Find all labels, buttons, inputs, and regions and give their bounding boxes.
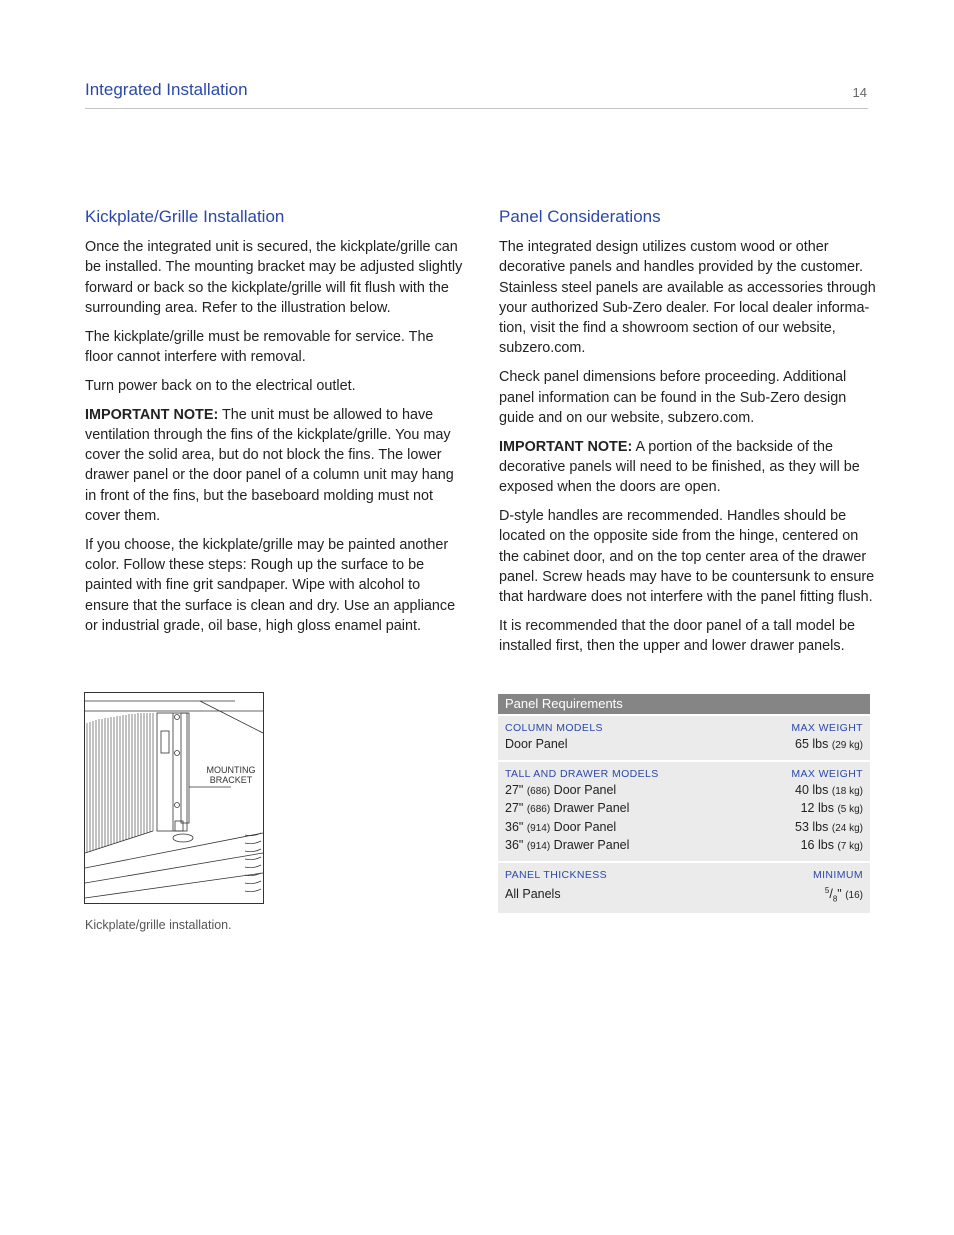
panel-thickness-group [498, 861, 870, 913]
weight-kg: (7 kg) [837, 841, 863, 852]
panel-thickness-caption: PANEL THICKNESS [505, 868, 608, 881]
table-title: Panel Requirements [498, 694, 870, 714]
mounting-bracket-label [201, 765, 261, 785]
kickplate-drawing [85, 693, 263, 903]
panel-paragraph-5: It is recommended that the door panel of a tall model be installed first, then the upper and lower drawer panels. [499, 618, 855, 655]
weight-lbs: 12 lbs [800, 801, 834, 815]
max-weight-caption: MAX WEIGHT [791, 767, 863, 780]
panel-name [505, 782, 616, 801]
weight-kg: (24 kg) [831, 822, 863, 834]
inch-mark: " [837, 886, 842, 901]
column-models-group [498, 714, 870, 760]
kickplate-paragraph-1: Once the integrated unit is secured, the kickplate/grille can be installed. The mounting bracket may be adjusted slightly forward or back so the kickplate/grille will fit flush with the surrounding area. Refer to the illustration below. [85, 239, 463, 316]
panel-weight [795, 782, 863, 801]
panel-type: Door Panel [553, 782, 617, 797]
table-row [505, 782, 863, 801]
kickplate-paragraph-5: If you choose, the kickplate/grille may be painted another color. Follow these steps: Rough up the surface to be painted with fine grit sandpaper. Wipe with alcohol to ensure that the surface is clean and dry. Use an appliance or industrial grade, oil base, high gloss enamel paint. [85, 536, 456, 635]
minimum-caption: MINIMUM [812, 868, 863, 881]
panel-weight [795, 736, 863, 755]
max-weight-caption: MAX WEIGHT [791, 722, 863, 734]
panel-name [505, 819, 616, 838]
weight-lbs: 65 lbs [795, 737, 829, 751]
kickplate-illustration [84, 692, 264, 904]
label-line-1: MOUNTING [206, 765, 256, 775]
panel-paragraph-4: D-style handles are recommended. Handles should be located on the opposite side from the hinge, centered on the cabinet door, and on the top center area of the drawer panel. Screw heads may have to be countersunk to ensure that hardware does not interfere with the panel fitting flush. [499, 508, 875, 606]
weight-kg: (18 kg) [831, 785, 863, 797]
panel-type: Drawer Panel [553, 838, 630, 852]
panel-size-metric: (686) [526, 804, 551, 815]
panel-requirements-table [498, 694, 870, 913]
minimum-thickness: $^5/_8$" (16) [824, 885, 863, 904]
panel-name [505, 800, 629, 819]
header-title: Integrated Installation [85, 80, 248, 99]
thickness-metric: (16) [845, 889, 863, 901]
panel-weight [801, 800, 863, 819]
kickplate-note-text: The unit must be allowed to have ventilation through the fins of the kickplate/grille. You may cover the solid area, but do not block the fins. The lower drawer panel or the door panel of a column unit may hang in front of the fins, but the baseboard molding must not cover them. [85, 406, 454, 525]
panel-section-title: Panel Considerations [499, 207, 661, 226]
important-note-label: IMPORTANT NOTE: [499, 438, 633, 455]
panel-name: All Panels [505, 886, 561, 901]
kickplate-paragraph-2: The kickplate/grille must be removable for service. The floor cannot interfere with removal. [85, 328, 434, 365]
panel-name [505, 837, 629, 856]
panel-type: Door Panel [553, 819, 617, 834]
group-caption-row [505, 766, 863, 782]
page-number: 14 [852, 85, 867, 100]
figure-caption: Kickplate/grille installation. [85, 918, 232, 932]
panel-size-metric: (914) [526, 841, 551, 852]
panel-size: 27" [505, 801, 524, 815]
table-row [505, 736, 863, 755]
tall-drawer-models-group [498, 760, 870, 861]
weight-lbs: 40 lbs [795, 782, 829, 797]
label-line-2: BRACKET [209, 775, 253, 785]
table-row [505, 883, 863, 908]
kickplate-paragraph-4 [85, 405, 463, 527]
header-divider [85, 108, 868, 109]
kickplate-paragraph-3: Turn power back on to the electrical outlet. [85, 377, 356, 394]
fraction-numerator: 5 [824, 885, 830, 895]
panel-note-text: A portion of the backside of the decorative panels will need to be finished, as they will be exposed when the doors are open. [499, 438, 860, 496]
panel-paragraph-1: The integrated design utilizes custom wood or other decorative panels and handles provided by the customer. Stainless steel panels are available as accessories through your authorized Sub-Zero dealer. For local dealer informa-tion, visit the find a showroom section of our website, subzero.com. [499, 239, 876, 357]
weight-kg: (29 kg) [831, 740, 863, 751]
panel-size: 36" [505, 838, 524, 852]
column-models-caption: COLUMN MODELS [505, 722, 603, 734]
group-caption-row [505, 867, 863, 883]
panel-weight [801, 837, 863, 856]
panel-section [499, 207, 881, 665]
table-row [505, 800, 863, 819]
table-row [505, 819, 863, 838]
panel-paragraph-3 [499, 437, 881, 498]
panel-weight [795, 819, 863, 838]
panel-name: Door Panel [505, 737, 568, 751]
panel-size: 27" [505, 782, 524, 797]
kickplate-section-title: Kickplate/Grille Installation [85, 207, 285, 226]
panel-paragraph-2: Check panel dimensions before proceeding. Additional panel information can be found in the Sub-Zero design guide and on our website, subzero.com. [499, 369, 847, 426]
kickplate-section [85, 207, 463, 645]
panel-type: Drawer Panel [553, 801, 630, 815]
important-note-label: IMPORTANT NOTE: [85, 406, 219, 423]
panel-size-metric: (686) [526, 785, 551, 797]
tall-drawer-caption: TALL AND DRAWER MODELS [505, 767, 659, 780]
fraction-denominator: 8 [832, 894, 838, 904]
group-caption-row [505, 720, 863, 736]
weight-kg: (5 kg) [837, 804, 863, 815]
table-row [505, 837, 863, 856]
panel-size-metric: (914) [526, 822, 551, 834]
weight-lbs: 16 lbs [800, 838, 834, 852]
panel-size: 36" [505, 819, 524, 834]
weight-lbs: 53 lbs [795, 819, 829, 834]
